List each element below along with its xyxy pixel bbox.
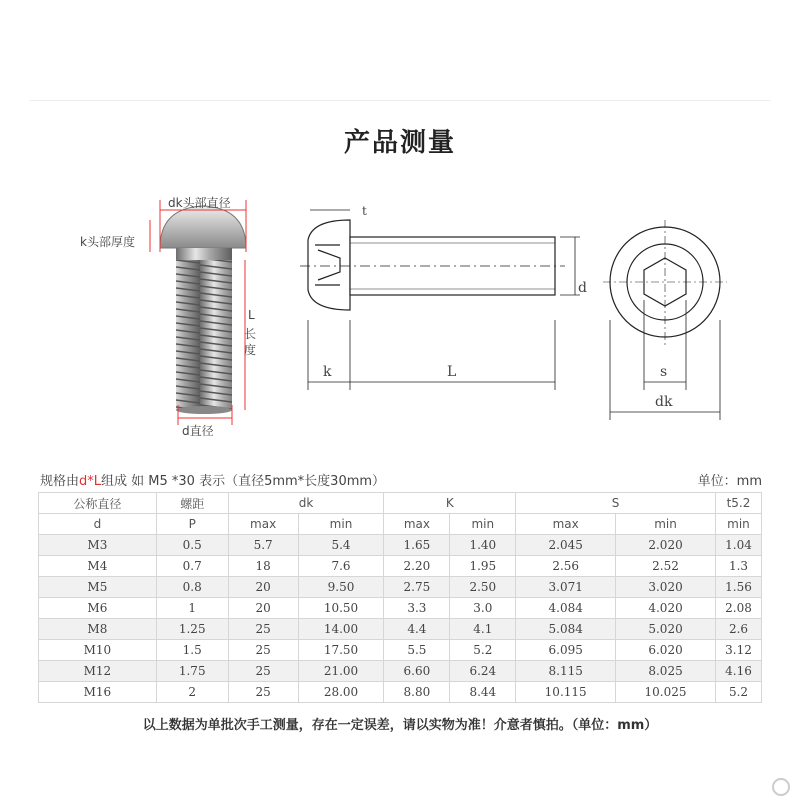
table-cell: M5 <box>39 577 157 598</box>
table-row <box>39 577 762 598</box>
header-S: S <box>516 493 716 514</box>
table-cell: 14.00 <box>298 619 384 640</box>
table-cell: 5.2 <box>450 640 516 661</box>
label-s: s <box>660 364 668 380</box>
unit-label: 单位：mm <box>697 474 762 489</box>
screw-photo <box>160 206 246 414</box>
table-cell: 4.084 <box>516 598 616 619</box>
spec-note-highlight: d*L <box>79 474 102 489</box>
table-cell: 10.50 <box>298 598 384 619</box>
table-cell: 10.115 <box>516 682 616 703</box>
table-cell: 1.65 <box>384 535 450 556</box>
table-cell: 3.071 <box>516 577 616 598</box>
header-dk: dk <box>228 493 384 514</box>
subheader-t-min: min <box>715 514 761 535</box>
table-cell: 8.80 <box>384 682 450 703</box>
spec-note-prefix: 规格由 <box>40 474 80 489</box>
subheader-k-min: min <box>450 514 516 535</box>
table-cell: M10 <box>39 640 157 661</box>
table-cell: 6.24 <box>450 661 516 682</box>
table-row <box>39 535 762 556</box>
table-cell: 1.3 <box>715 556 761 577</box>
table-cell: 2.75 <box>384 577 450 598</box>
table-row <box>39 619 762 640</box>
table-cell: 5.2 <box>715 682 761 703</box>
spec-note-suffix: 组成 如 M5 *30 表示（直径5mm*长度30mm） <box>101 474 386 489</box>
subheader-s-max: max <box>516 514 616 535</box>
table-cell: M3 <box>39 535 157 556</box>
table-cell: 5.5 <box>384 640 450 661</box>
header-pitch: 螺距 <box>156 493 228 514</box>
table-cell: M12 <box>39 661 157 682</box>
label-t: t <box>362 204 367 218</box>
table-cell: 8.115 <box>516 661 616 682</box>
table-cell: 0.7 <box>156 556 228 577</box>
table-row <box>39 640 762 661</box>
label-L: L <box>248 308 255 322</box>
table-cell: 6.60 <box>384 661 450 682</box>
table-cell: 1.04 <box>715 535 761 556</box>
label-d-diameter: d直径 <box>182 424 214 438</box>
table-cell: 18 <box>228 556 298 577</box>
table-cell: 5.4 <box>298 535 384 556</box>
table-cell: 25 <box>228 661 298 682</box>
table-cell: M6 <box>39 598 157 619</box>
table-cell: 4.16 <box>715 661 761 682</box>
table-cell: 2 <box>156 682 228 703</box>
table-cell: M4 <box>39 556 157 577</box>
table-row <box>39 556 762 577</box>
table-cell: 9.50 <box>298 577 384 598</box>
table-cell: 2.52 <box>616 556 716 577</box>
table-cell: 2.045 <box>516 535 616 556</box>
corner-circle-icon <box>772 778 790 796</box>
table-cell: 1 <box>156 598 228 619</box>
table-cell: 5.7 <box>228 535 298 556</box>
table-row <box>39 661 762 682</box>
subheader-P: P <box>156 514 228 535</box>
table-cell: 3.12 <box>715 640 761 661</box>
label-dk-end: dk <box>655 394 673 410</box>
spec-note <box>40 470 385 489</box>
top-divider <box>30 100 770 101</box>
table-cell: 1.95 <box>450 556 516 577</box>
table-cell: 6.020 <box>616 640 716 661</box>
table-cell: 20 <box>228 577 298 598</box>
table-cell: 10.025 <box>616 682 716 703</box>
table-cell: 1.40 <box>450 535 516 556</box>
subheader-k-max: max <box>384 514 450 535</box>
table-cell: 1.25 <box>156 619 228 640</box>
label-k-head-thickness: k头部厚度 <box>80 235 135 249</box>
table-cell: 6.095 <box>516 640 616 661</box>
spec-table-body <box>39 535 762 703</box>
side-view-drawing <box>300 210 580 390</box>
table-row <box>39 598 762 619</box>
table-cell: 7.6 <box>298 556 384 577</box>
table-cell: 20 <box>228 598 298 619</box>
table-cell: 3.0 <box>450 598 516 619</box>
subheader-dk-min: min <box>298 514 384 535</box>
table-cell: 2.20 <box>384 556 450 577</box>
spec-table <box>38 492 762 703</box>
table-cell: 3.3 <box>384 598 450 619</box>
table-cell: 4.020 <box>616 598 716 619</box>
table-cell: 1.56 <box>715 577 761 598</box>
label-length: 长度 <box>244 327 257 357</box>
table-cell: 1.5 <box>156 640 228 661</box>
table-cell: 4.4 <box>384 619 450 640</box>
table-cell: 25 <box>228 682 298 703</box>
table-cell: 2.50 <box>450 577 516 598</box>
end-view-drawing <box>603 220 727 420</box>
table-cell: 1.75 <box>156 661 228 682</box>
table-cell: 28.00 <box>298 682 384 703</box>
table-cell: 3.020 <box>616 577 716 598</box>
header-K: K <box>384 493 516 514</box>
table-cell: 25 <box>228 619 298 640</box>
label-k: k <box>323 364 332 380</box>
subheader-dk-max: max <box>228 514 298 535</box>
label-dk-head-diameter: dk头部直径 <box>168 196 231 210</box>
header-nominal-diameter: 公称直径 <box>39 493 157 514</box>
table-cell: 0.5 <box>156 535 228 556</box>
table-cell: 0.8 <box>156 577 228 598</box>
table-cell: 25 <box>228 640 298 661</box>
table-cell: M16 <box>39 682 157 703</box>
screw-diagrams-svg <box>0 180 800 450</box>
label-L-side: L <box>447 364 457 380</box>
measurement-diagram <box>0 180 800 450</box>
table-cell: 17.50 <box>298 640 384 661</box>
page-title: 产品测量 <box>343 128 456 158</box>
footnote: 以上数据为单批次手工测量，存在一定误差，请以实物为准！介意者慎拍。（单位：mm） <box>142 718 658 733</box>
header-t: t5.2 <box>715 493 761 514</box>
table-cell: 8.44 <box>450 682 516 703</box>
table-row <box>39 682 762 703</box>
label-d: d <box>578 280 587 296</box>
subheader-d: d <box>39 514 157 535</box>
table-cell: 4.1 <box>450 619 516 640</box>
table-cell: 2.56 <box>516 556 616 577</box>
table-cell: 2.08 <box>715 598 761 619</box>
table-cell: M8 <box>39 619 157 640</box>
table-cell: 5.020 <box>616 619 716 640</box>
table-cell: 8.025 <box>616 661 716 682</box>
table-cell: 2.6 <box>715 619 761 640</box>
table-cell: 2.020 <box>616 535 716 556</box>
table-cell: 5.084 <box>516 619 616 640</box>
subheader-s-min: min <box>616 514 716 535</box>
table-cell: 21.00 <box>298 661 384 682</box>
